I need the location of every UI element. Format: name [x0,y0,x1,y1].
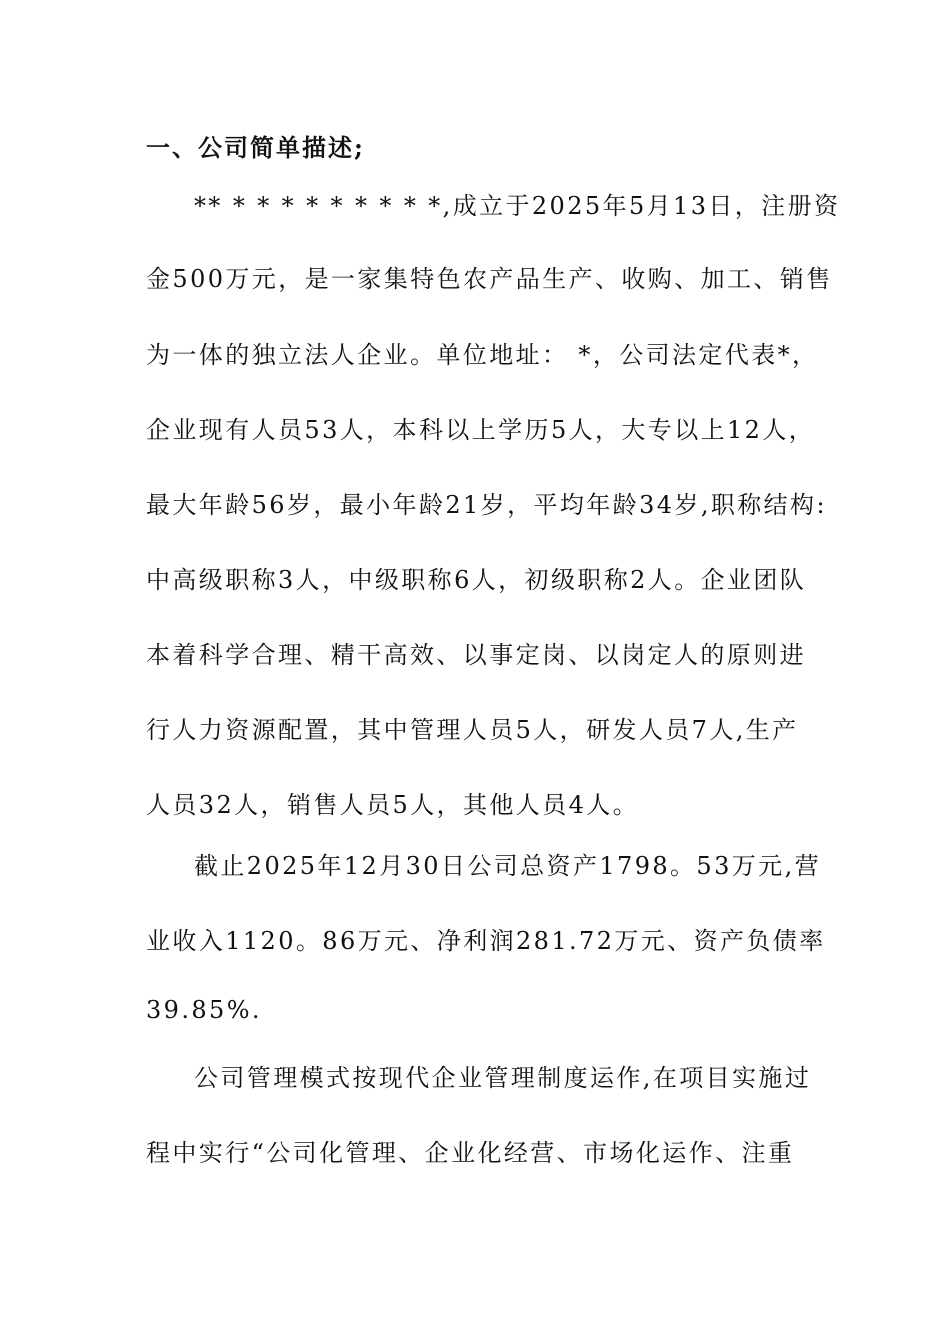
section-heading: 一、公司简单描述; [146,133,365,162]
paragraph-line: 程中实行“公司化管理、企业化经营、市场化运作、注重 [146,1139,795,1167]
paragraph-line: ** * * * * * * * * *,成立于2025年5月13日，注册资 [194,192,841,220]
paragraph-line: 行人力资源配置，其中管理人员5人，研发人员7人,生产 [146,716,799,744]
paragraph-line: 业收入1120。86万元、净利润281.72万元、资产负债率 [146,927,826,955]
paragraph-line: 为一体的独立法人企业。单位地址： *，公司法定代表*， [146,341,819,369]
paragraph-line: 本着科学合理、精干高效、以事定岗、以岗定人的原则进 [146,641,806,669]
paragraph-line: 人员32人，销售人员5人，其他人员4人。 [146,791,640,819]
paragraph-line: 企业现有人员53人，本科以上学历5人，大专以上12人， [146,416,816,444]
paragraph-line: 金500万元，是一家集特色农产品生产、收购、加工、销售 [146,265,833,293]
paragraph-line: 公司管理模式按现代企业管理制度运作,在项目实施过 [194,1064,812,1092]
paragraph-line: 中高级职称3人，中级职称6人，初级职称2人。企业团队 [146,566,807,594]
paragraph-line: 最大年龄56岁，最小年龄21岁，平均年龄34岁,职称结构: [146,491,827,519]
paragraph-line: 截止2025年12月30日公司总资产1798。53万元,营 [194,852,822,880]
paragraph-line: 39.85%. [146,996,262,1024]
